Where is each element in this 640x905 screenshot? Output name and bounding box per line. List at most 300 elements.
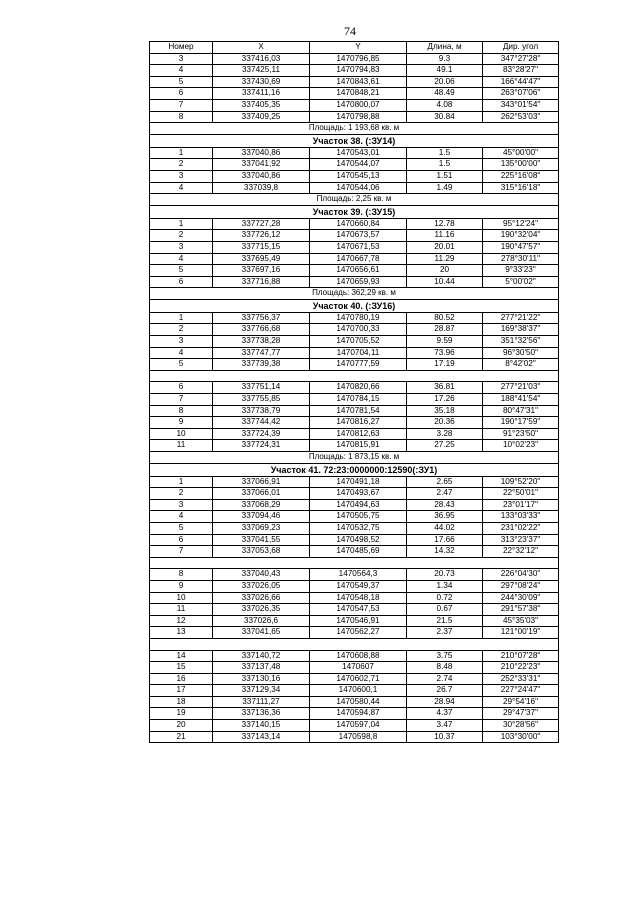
cell-length: 1.34 <box>407 580 483 592</box>
cell-x: 337026,6 <box>213 615 310 627</box>
cell-number: 10 <box>150 428 213 440</box>
cell-x: 337026,05 <box>213 580 310 592</box>
cell-direction-angle: 231°02'22" <box>483 522 559 534</box>
table-row <box>150 324 559 336</box>
cell-number: 6 <box>150 534 213 546</box>
area-text: Площадь: 1 193,68 кв. м <box>150 123 559 135</box>
plot-title-row <box>150 463 559 476</box>
cell-direction-angle: 29°47'37" <box>483 708 559 720</box>
cell-number: 3 <box>150 499 213 511</box>
cell-number: 21 <box>150 731 213 743</box>
table-row <box>150 569 559 581</box>
cell-y: 1470544,07 <box>310 159 407 171</box>
table-row <box>150 534 559 546</box>
cell-direction-angle: 291°57'38" <box>483 604 559 616</box>
header-x: X <box>213 42 310 54</box>
cell-length: 30.84 <box>407 111 483 123</box>
header-y: Y <box>310 42 407 54</box>
table-row <box>150 312 559 324</box>
table-row <box>150 76 559 88</box>
cell-length: 2.47 <box>407 488 483 500</box>
cell-x: 337739,38 <box>213 359 310 371</box>
cell-direction-angle: 22°32'12" <box>483 546 559 558</box>
cell-y: 1470660,84 <box>310 218 407 230</box>
cell-length: 49.1 <box>407 65 483 77</box>
cell-length: 2.65 <box>407 476 483 488</box>
blank-row <box>150 557 559 569</box>
cell-y: 1470800,07 <box>310 99 407 111</box>
table-row <box>150 147 559 159</box>
cell-y: 1470505,75 <box>310 511 407 523</box>
cell-x: 337715,15 <box>213 241 310 253</box>
cell-length: 14.32 <box>407 546 483 558</box>
cell-x: 337041,92 <box>213 159 310 171</box>
cell-x: 337066,01 <box>213 488 310 500</box>
cell-direction-angle: 80°47'31" <box>483 405 559 417</box>
blank-row <box>150 370 559 382</box>
cell-direction-angle: 297°08'24" <box>483 580 559 592</box>
page-number: 74 <box>344 24 356 38</box>
table-row <box>150 359 559 371</box>
cell-length: 17.19 <box>407 359 483 371</box>
table-row <box>150 662 559 674</box>
plot-title: Участок 38. (:ЗУ14) <box>150 134 559 147</box>
cell-number: 1 <box>150 476 213 488</box>
cell-y: 1470781,54 <box>310 405 407 417</box>
table-row <box>150 604 559 616</box>
cell-y: 1470564,3 <box>310 569 407 581</box>
cell-y: 1470671,53 <box>310 241 407 253</box>
table-row <box>150 685 559 697</box>
plot-title-row <box>150 299 559 312</box>
cell-direction-angle: 109°52'20" <box>483 476 559 488</box>
cell-number: 18 <box>150 696 213 708</box>
cell-length: 9.59 <box>407 336 483 348</box>
table-row <box>150 673 559 685</box>
cell-length: 2.74 <box>407 673 483 685</box>
cell-y: 1470600,1 <box>310 685 407 697</box>
cell-length: 1.5 <box>407 159 483 171</box>
area-text: Площадь: 362,29 кв. м <box>150 288 559 300</box>
table-row <box>150 615 559 627</box>
cell-number: 8 <box>150 405 213 417</box>
cell-direction-angle: 226°04'30" <box>483 569 559 581</box>
cell-length: 3.28 <box>407 428 483 440</box>
cell-length: 4.37 <box>407 708 483 720</box>
cell-x: 337053,68 <box>213 546 310 558</box>
cell-number: 19 <box>150 708 213 720</box>
cell-direction-angle: 22°50'01" <box>483 488 559 500</box>
cell-length: 21.5 <box>407 615 483 627</box>
cell-x: 337716,88 <box>213 276 310 288</box>
cell-direction-angle: 135°00'00" <box>483 159 559 171</box>
cell-direction-angle: 169°38'37" <box>483 324 559 336</box>
cell-x: 337738,28 <box>213 336 310 348</box>
cell-number: 2 <box>150 159 213 171</box>
cell-x: 337137,48 <box>213 662 310 674</box>
cell-length: 48.49 <box>407 88 483 100</box>
area-row <box>150 194 559 206</box>
cell-y: 1470594,87 <box>310 708 407 720</box>
table-row <box>150 53 559 65</box>
cell-x: 337026,35 <box>213 604 310 616</box>
cell-direction-angle: 8°42'02" <box>483 359 559 371</box>
cell-x: 337040,86 <box>213 170 310 182</box>
cell-length: 20.73 <box>407 569 483 581</box>
cell-number: 6 <box>150 88 213 100</box>
cell-y: 1470597,04 <box>310 720 407 732</box>
cell-x: 337094,46 <box>213 511 310 523</box>
cell-y: 1470705,52 <box>310 336 407 348</box>
cell-x: 337041,65 <box>213 627 310 639</box>
cell-direction-angle: 23°01'17" <box>483 499 559 511</box>
cell-length: 44.02 <box>407 522 483 534</box>
cell-direction-angle: 29°54'16" <box>483 696 559 708</box>
table-row <box>150 650 559 662</box>
table-row <box>150 696 559 708</box>
cell-y: 1470798,88 <box>310 111 407 123</box>
cell-number: 3 <box>150 170 213 182</box>
cell-direction-angle: 83°28'27" <box>483 65 559 77</box>
cell-x: 337140,72 <box>213 650 310 662</box>
cell-direction-angle: 277°21'03" <box>483 382 559 394</box>
cell-x: 337425,11 <box>213 65 310 77</box>
cell-direction-angle: 121°00'19" <box>483 627 559 639</box>
header-direction-angle: Дир. угол <box>483 42 559 54</box>
cell-number: 4 <box>150 253 213 265</box>
cell-number: 1 <box>150 147 213 159</box>
area-row <box>150 288 559 300</box>
cell-number: 8 <box>150 111 213 123</box>
cell-y: 1470794,83 <box>310 65 407 77</box>
cell-direction-angle: 91°23'50" <box>483 428 559 440</box>
cell-x: 337751,14 <box>213 382 310 394</box>
cell-length: 26.7 <box>407 685 483 697</box>
plot-title-row <box>150 205 559 218</box>
table-row <box>150 499 559 511</box>
table-body <box>150 53 559 743</box>
cell-y: 1470812,63 <box>310 428 407 440</box>
cell-length: 17.66 <box>407 534 483 546</box>
cell-x: 337738,79 <box>213 405 310 417</box>
cell-number: 5 <box>150 359 213 371</box>
cell-x: 337066,91 <box>213 476 310 488</box>
cell-number: 4 <box>150 511 213 523</box>
table-row <box>150 731 559 743</box>
cell-length: 11.16 <box>407 230 483 242</box>
table-row <box>150 428 559 440</box>
cell-x: 337129,34 <box>213 685 310 697</box>
cell-number: 7 <box>150 394 213 406</box>
table-row <box>150 546 559 558</box>
cell-length: 2.37 <box>407 627 483 639</box>
cell-direction-angle: 190°32'04" <box>483 230 559 242</box>
cell-y: 1470607 <box>310 662 407 674</box>
cell-y: 1470549,37 <box>310 580 407 592</box>
cell-length: 0.72 <box>407 592 483 604</box>
cell-y: 1470780,19 <box>310 312 407 324</box>
blank-cell <box>150 370 559 382</box>
cell-x: 337068,29 <box>213 499 310 511</box>
cell-number: 7 <box>150 546 213 558</box>
area-row <box>150 123 559 135</box>
table-row <box>150 708 559 720</box>
cell-length: 4.08 <box>407 99 483 111</box>
cell-length: 1.5 <box>407 147 483 159</box>
cell-x: 337409,25 <box>213 111 310 123</box>
cell-number: 5 <box>150 76 213 88</box>
cell-number: 3 <box>150 241 213 253</box>
cell-y: 1470547,53 <box>310 604 407 616</box>
cell-direction-angle: 277°21'22" <box>483 312 559 324</box>
table-row <box>150 65 559 77</box>
cell-x: 337039,8 <box>213 182 310 194</box>
cell-x: 337724,31 <box>213 440 310 452</box>
cell-y: 1470777,59 <box>310 359 407 371</box>
table-row <box>150 170 559 182</box>
cell-length: 11.29 <box>407 253 483 265</box>
table-row <box>150 276 559 288</box>
table-row <box>150 382 559 394</box>
cell-length: 20.01 <box>407 241 483 253</box>
table-row <box>150 580 559 592</box>
header-number: Номер <box>150 42 213 54</box>
cell-number: 6 <box>150 382 213 394</box>
cell-length: 28.87 <box>407 324 483 336</box>
cell-number: 3 <box>150 53 213 65</box>
cell-number: 5 <box>150 522 213 534</box>
cell-direction-angle: 45°35'03" <box>483 615 559 627</box>
cell-y: 1470848,21 <box>310 88 407 100</box>
coordinates-table <box>149 41 559 743</box>
table-row <box>150 230 559 242</box>
table-row <box>150 182 559 194</box>
cell-y: 1470704,11 <box>310 347 407 359</box>
cell-length: 73.96 <box>407 347 483 359</box>
cell-direction-angle: 252°33'31" <box>483 673 559 685</box>
cell-direction-angle: 190°17'59" <box>483 417 559 429</box>
plot-title: Участок 41. 72:23:0000000:12590(:ЗУ1) <box>150 463 559 476</box>
cell-length: 36.81 <box>407 382 483 394</box>
cell-length: 12.78 <box>407 218 483 230</box>
cell-direction-angle: 10°02'23" <box>483 440 559 452</box>
blank-row <box>150 638 559 650</box>
cell-y: 1470602,71 <box>310 673 407 685</box>
area-text: Площадь: 1 873,15 кв. м <box>150 452 559 464</box>
cell-direction-angle: 315°16'18" <box>483 182 559 194</box>
cell-direction-angle: 313°23'37" <box>483 534 559 546</box>
cell-x: 337041,55 <box>213 534 310 546</box>
cell-y: 1470598,8 <box>310 731 407 743</box>
cell-y: 1470532,75 <box>310 522 407 534</box>
cell-direction-angle: 96°30'50" <box>483 347 559 359</box>
table-header <box>150 42 559 54</box>
table-row <box>150 241 559 253</box>
cell-number: 12 <box>150 615 213 627</box>
cell-x: 337697,16 <box>213 265 310 277</box>
header-length: Длина, м <box>407 42 483 54</box>
cell-length: 80.52 <box>407 312 483 324</box>
cell-length: 3.75 <box>407 650 483 662</box>
cell-x: 337756,37 <box>213 312 310 324</box>
table-row <box>150 394 559 406</box>
table-row <box>150 511 559 523</box>
table-row <box>150 488 559 500</box>
cell-length: 1.51 <box>407 170 483 182</box>
table-row <box>150 405 559 417</box>
table-row <box>150 336 559 348</box>
cell-direction-angle: 227°24'47" <box>483 685 559 697</box>
cell-direction-angle: 30°28'56" <box>483 720 559 732</box>
cell-length: 0.67 <box>407 604 483 616</box>
cell-direction-angle: 45°00'00" <box>483 147 559 159</box>
cell-y: 1470815,91 <box>310 440 407 452</box>
cell-y: 1470543,01 <box>310 147 407 159</box>
cell-y: 1470546,91 <box>310 615 407 627</box>
cell-number: 6 <box>150 276 213 288</box>
table-row <box>150 440 559 452</box>
cell-x: 337040,43 <box>213 569 310 581</box>
cell-direction-angle: 225°16'08" <box>483 170 559 182</box>
cell-x: 337111,27 <box>213 696 310 708</box>
cell-y: 1470548,18 <box>310 592 407 604</box>
cell-direction-angle: 188°41'54" <box>483 394 559 406</box>
table-row <box>150 720 559 732</box>
cell-y: 1470545,13 <box>310 170 407 182</box>
cell-x: 337724,39 <box>213 428 310 440</box>
cell-number: 15 <box>150 662 213 674</box>
cell-number: 7 <box>150 99 213 111</box>
cell-x: 337040,86 <box>213 147 310 159</box>
cell-direction-angle: 244°30'09" <box>483 592 559 604</box>
cell-direction-angle: 133°03'33" <box>483 511 559 523</box>
cell-number: 11 <box>150 604 213 616</box>
table-row <box>150 99 559 111</box>
cell-y: 1470659,93 <box>310 276 407 288</box>
cell-length: 10.44 <box>407 276 483 288</box>
cell-y: 1470816,27 <box>310 417 407 429</box>
cell-number: 20 <box>150 720 213 732</box>
cell-number: 17 <box>150 685 213 697</box>
cell-direction-angle: 190°47'57" <box>483 241 559 253</box>
cell-length: 8.48 <box>407 662 483 674</box>
cell-length: 27.25 <box>407 440 483 452</box>
cell-x: 337130,16 <box>213 673 310 685</box>
blank-cell <box>150 638 559 650</box>
cell-y: 1470491,18 <box>310 476 407 488</box>
table-row <box>150 592 559 604</box>
cell-x: 337747,77 <box>213 347 310 359</box>
table-row <box>150 627 559 639</box>
cell-direction-angle: 343°01'54" <box>483 99 559 111</box>
cell-direction-angle: 278°30'11" <box>483 253 559 265</box>
cell-y: 1470820,66 <box>310 382 407 394</box>
cell-x: 337143,14 <box>213 731 310 743</box>
plot-title: Участок 39. (:ЗУ15) <box>150 205 559 218</box>
blank-cell <box>150 557 559 569</box>
table-row <box>150 265 559 277</box>
cell-x: 337140,15 <box>213 720 310 732</box>
cell-number: 10 <box>150 592 213 604</box>
table-row <box>150 476 559 488</box>
cell-y: 1470580,44 <box>310 696 407 708</box>
cell-direction-angle: 166°44'47" <box>483 76 559 88</box>
plot-title: Участок 40. (:ЗУ16) <box>150 299 559 312</box>
cell-number: 13 <box>150 627 213 639</box>
cell-y: 1470796,85 <box>310 53 407 65</box>
cell-x: 337726,12 <box>213 230 310 242</box>
cell-number: 9 <box>150 580 213 592</box>
cell-x: 337069,23 <box>213 522 310 534</box>
cell-length: 3.47 <box>407 720 483 732</box>
area-text: Площадь: 2,25 кв. м <box>150 194 559 206</box>
cell-direction-angle: 351°32'56" <box>483 336 559 348</box>
cell-y: 1470494,63 <box>310 499 407 511</box>
cell-length: 10.37 <box>407 731 483 743</box>
cell-number: 2 <box>150 230 213 242</box>
cell-length: 28.94 <box>407 696 483 708</box>
header-row <box>150 42 559 54</box>
cell-number: 2 <box>150 324 213 336</box>
cell-length: 1.49 <box>407 182 483 194</box>
cell-number: 14 <box>150 650 213 662</box>
table-row <box>150 253 559 265</box>
cell-direction-angle: 347°27'28" <box>483 53 559 65</box>
table-row <box>150 417 559 429</box>
cell-x: 337416,03 <box>213 53 310 65</box>
cell-x: 337695,49 <box>213 253 310 265</box>
cell-number: 4 <box>150 65 213 77</box>
cell-y: 1470485,69 <box>310 546 407 558</box>
cell-length: 36.95 <box>407 511 483 523</box>
cell-number: 9 <box>150 417 213 429</box>
cell-length: 9.3 <box>407 53 483 65</box>
cell-length: 35.18 <box>407 405 483 417</box>
cell-direction-angle: 262°53'03" <box>483 111 559 123</box>
cell-direction-angle: 95°12'24" <box>483 218 559 230</box>
cell-y: 1470544,06 <box>310 182 407 194</box>
cell-x: 337727,28 <box>213 218 310 230</box>
cell-y: 1470667,78 <box>310 253 407 265</box>
cell-direction-angle: 210°22'23" <box>483 662 559 674</box>
cell-number: 5 <box>150 265 213 277</box>
cell-direction-angle: 210°07'28" <box>483 650 559 662</box>
cell-y: 1470843,61 <box>310 76 407 88</box>
cell-x: 337744,42 <box>213 417 310 429</box>
cell-x: 337755,85 <box>213 394 310 406</box>
cell-number: 1 <box>150 218 213 230</box>
area-row <box>150 452 559 464</box>
cell-number: 4 <box>150 347 213 359</box>
cell-length: 20.36 <box>407 417 483 429</box>
cell-x: 337136,36 <box>213 708 310 720</box>
table-row <box>150 347 559 359</box>
table-row <box>150 88 559 100</box>
cell-direction-angle: 263°07'06" <box>483 88 559 100</box>
cell-number: 1 <box>150 312 213 324</box>
cell-number: 16 <box>150 673 213 685</box>
cell-y: 1470562,27 <box>310 627 407 639</box>
cell-length: 20 <box>407 265 483 277</box>
cell-length: 20.06 <box>407 76 483 88</box>
plot-title-row <box>150 134 559 147</box>
cell-direction-angle: 9°33'23" <box>483 265 559 277</box>
cell-y: 1470673,57 <box>310 230 407 242</box>
cell-number: 8 <box>150 569 213 581</box>
cell-y: 1470608,88 <box>310 650 407 662</box>
cell-y: 1470700,33 <box>310 324 407 336</box>
table-row <box>150 218 559 230</box>
